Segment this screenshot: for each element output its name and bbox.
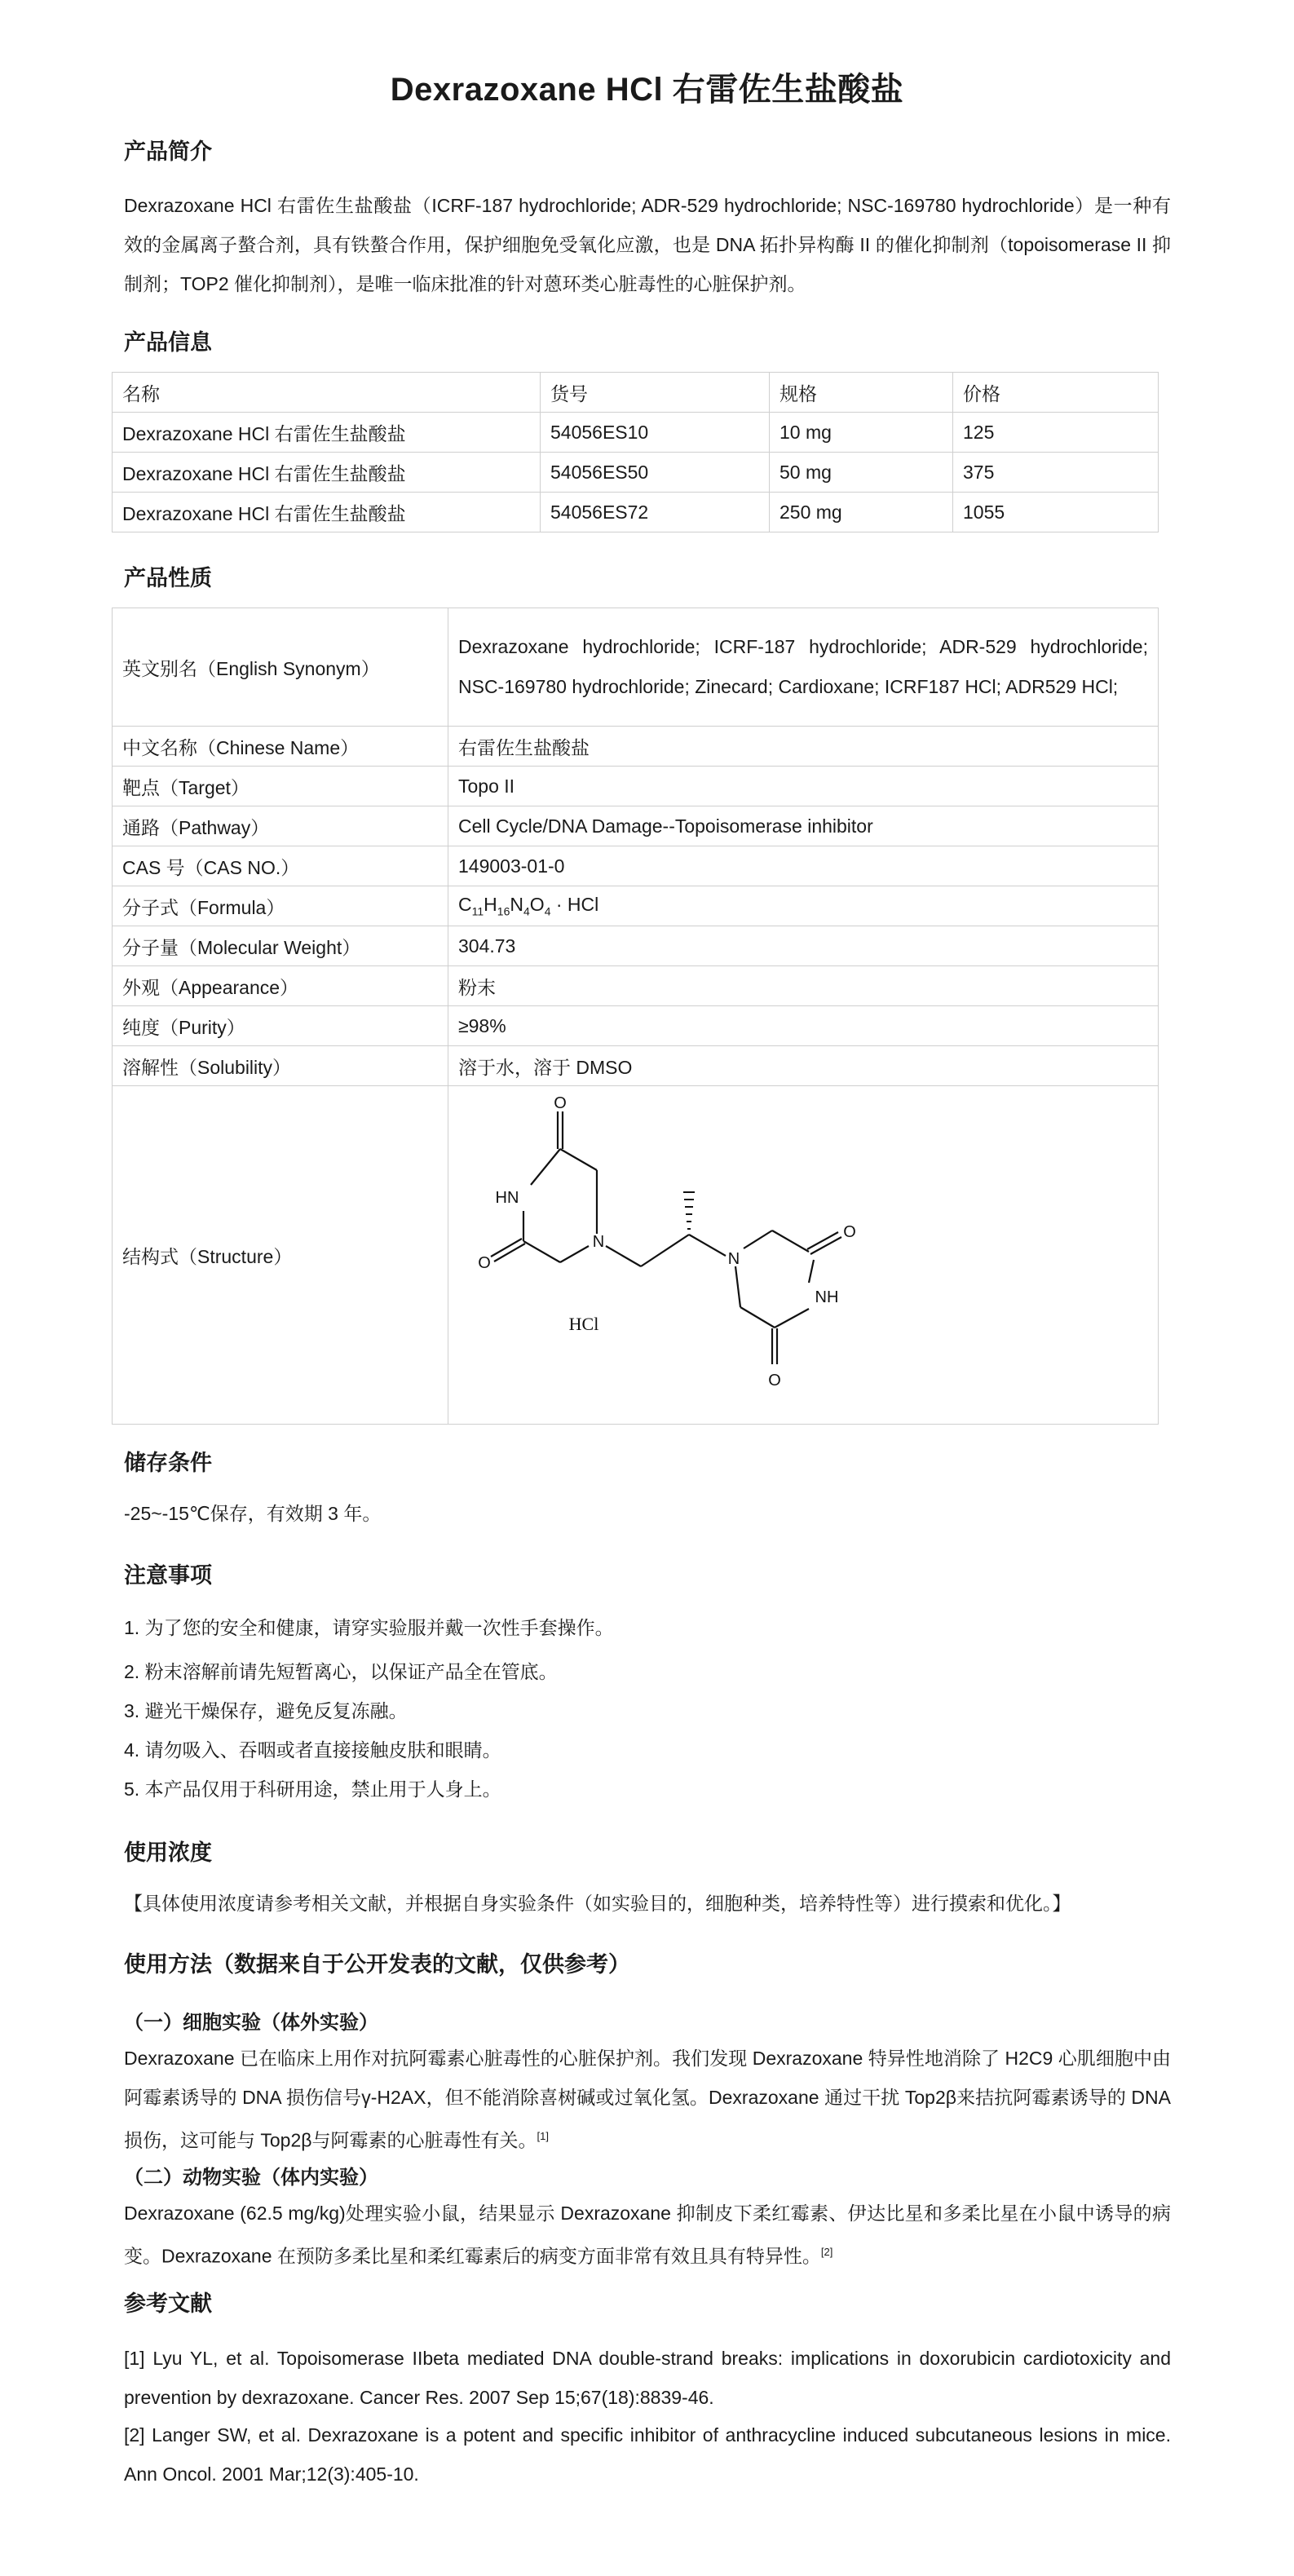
table-row	[113, 966, 1159, 1006]
formula-part: N	[510, 894, 523, 916]
page-title: Dexrazoxane HCl 右雷佐生盐酸盐	[390, 72, 904, 108]
atom-label: O	[768, 1372, 781, 1390]
table-cell: Dexrazoxane HCl 右雷佐生盐酸盐	[113, 413, 541, 453]
table-row	[113, 846, 1159, 886]
atom-label: HCl	[568, 1314, 599, 1334]
intro-heading: 产品简介	[124, 139, 212, 164]
header-cell: 货号	[541, 373, 770, 413]
properties-table	[112, 608, 1159, 1425]
table-cell: 54056ES50	[541, 453, 770, 493]
list-item: 3. 避光干燥保存，避免反复冻融。	[124, 1700, 408, 1721]
list-item: 4. 请勿吸入、吞咽或者直接接触皮肤和眼睛。	[124, 1739, 501, 1761]
cell-experiment-text	[124, 2039, 1171, 2160]
table-cell: 54056ES10	[541, 413, 770, 453]
table-cell: Dexrazoxane HCl 右雷佐生盐酸盐	[113, 493, 541, 532]
header-cell: 价格	[953, 373, 1159, 413]
synonym-value: Dexrazoxane hydrochloride; ICRF-187 hydrochloride; ADR-529 hydrochloride; NSC-169780 hydrochloride; Zinecard; Cardioxane; ICRF187 HCl; ADR529 HCl;	[448, 608, 1159, 727]
formula-part: H	[484, 894, 497, 916]
list-item: 1. 为了您的安全和健康，请穿实验服并戴一次性手套操作。	[124, 1617, 614, 1638]
table-cell: 125	[953, 413, 1159, 453]
atom-label: O	[478, 1254, 491, 1272]
solubility-label: 溶解性（Solubility）	[113, 1046, 448, 1086]
purity-label: 纯度（Purity）	[113, 1006, 448, 1046]
properties-heading: 产品性质	[124, 566, 212, 590]
formula-value	[448, 886, 1159, 926]
formula-part: 4	[544, 904, 551, 918]
intro-text: Dexrazoxane HCl 右雷佐生盐酸盐（ICRF-187 hydrochloride; ADR-529 hydrochloride; NSC-169780 hydrochloride）是一种有效的金属离子螯合剂，具有铁螯合作用，保护细胞免受氧化应激，也是 DNA 拓扑异构酶 II 的催化抑制剂（topoisomerase II 抑制剂；TOP2 催化抑制剂），是唯一临床批准的针对蒽环类心脏毒性的心脏保护剂。	[124, 195, 1171, 294]
synonym-label: 英文别名（English Synonym）	[113, 608, 448, 727]
table-row	[113, 727, 1159, 767]
reference-item: [1] Lyu YL, et al. Topoisomerase IIbeta mediated DNA double-strand breaks: implications in doxorubicin cardiotoxicity and prevention by dexrazoxane. Cancer Res. 2007 Sep 15;67(18):8839-46.	[124, 2348, 1171, 2408]
methods-heading: 使用方法（数据来自于公开发表的文献，仅供参考）	[124, 1952, 630, 1977]
references-heading: 参考文献	[124, 2291, 212, 2316]
structure-cell	[448, 1086, 1159, 1425]
table-cell: 10 mg	[770, 413, 953, 453]
table-row	[113, 608, 1159, 727]
table-cell: 50 mg	[770, 453, 953, 493]
citation-ref: [2]	[820, 2246, 833, 2258]
citation-ref: [1]	[537, 2130, 549, 2142]
table-cell: 375	[953, 453, 1159, 493]
product-info-heading: 产品信息	[124, 330, 212, 355]
pathway-label: 通路（Pathway）	[113, 806, 448, 846]
table-row	[113, 926, 1159, 966]
storage-heading: 储存条件	[124, 1451, 212, 1475]
formula-part: 4	[523, 904, 530, 918]
header-cell: 名称	[113, 373, 541, 413]
table-row	[113, 1006, 1159, 1046]
animal-experiment-text	[124, 2194, 1171, 2276]
table-row	[113, 453, 1159, 493]
formula-part: 16	[497, 904, 510, 918]
animal-experiment-body: Dexrazoxane (62.5 mg/kg)处理实验小鼠，结果显示 Dexrazoxane 抑制皮下柔红霉素、伊达比星和多柔比星在小鼠中诱导的病变。Dexrazoxane 在预防多柔比星和柔红霉素后的病变方面非常有效且具有特异性。	[124, 2203, 1171, 2267]
chinese-name-label: 中文名称（Chinese Name）	[113, 727, 448, 767]
chinese-name-value: 右雷佐生盐酸盐	[448, 727, 1159, 767]
atom-label: N	[727, 1250, 740, 1268]
formula-part: C	[458, 894, 472, 916]
structure-label: 结构式（Structure）	[113, 1086, 448, 1425]
cell-experiment-body: Dexrazoxane 已在临床上用作对抗阿霉素心脏毒性的心脏保护剂。我们发现 Dexrazoxane 特异性地消除了 H2C9 心肌细胞中由阿霉素诱导的 DNA 损伤信号γ-H2AX，但不能消除喜树碱或过氧化氢。Dexrazoxane 通过干扰 Top2β来拮抗阿霉素诱导的 DNA 损伤，这可能与 Top2β与阿霉素的心脏毒性有关。	[124, 2048, 1171, 2151]
concentration-text: 【具体使用浓度请参考相关文献，并根据自身实验条件（如实验目的，细胞种类，培养特性等）进行摸索和优化。】	[124, 1893, 1071, 1914]
target-label: 靶点（Target）	[113, 767, 448, 806]
table-row	[113, 1086, 1159, 1425]
reference-item: [2] Langer SW, et al. Dexrazoxane is a potent and specific inhibitor of anthracycline induced subcutaneous lesions in mice. Ann Oncol. 2001 Mar;12(3):405-10.	[124, 2424, 1171, 2485]
table-row	[113, 886, 1159, 926]
table-row	[113, 767, 1159, 806]
notes-heading: 注意事项	[124, 1563, 212, 1588]
cas-label: CAS 号（CAS NO.）	[113, 846, 448, 886]
atom-label: NH	[815, 1288, 839, 1306]
atom-label: O	[554, 1094, 567, 1112]
header-cell: 规格	[770, 373, 953, 413]
animal-experiment-heading: （二）动物实验（体内实验）	[124, 2167, 378, 2189]
mw-value: 304.73	[448, 926, 1159, 966]
atom-label: HN	[495, 1189, 519, 1207]
table-cell: 1055	[953, 493, 1159, 532]
solubility-value: 溶于水，溶于 DMSO	[448, 1046, 1159, 1086]
formula-label: 分子式（Formula）	[113, 886, 448, 926]
table-row	[113, 1046, 1159, 1086]
formula-part: O	[529, 894, 545, 916]
appearance-label: 外观（Appearance）	[113, 966, 448, 1006]
purity-value: ≥98%	[448, 1006, 1159, 1046]
table-row	[113, 806, 1159, 846]
storage-text: -25~-15℃保存，有效期 3 年。	[124, 1503, 382, 1524]
list-item: 5. 本产品仅用于科研用途，禁止用于人身上。	[124, 1778, 501, 1800]
table-cell: 250 mg	[770, 493, 953, 532]
table-row	[113, 413, 1159, 453]
table-cell: 54056ES72	[541, 493, 770, 532]
table-header-row	[113, 373, 1159, 413]
product-info-table	[112, 372, 1159, 532]
list-item: 2. 粉末溶解前请先短暂离心，以保证产品全在管底。	[124, 1661, 558, 1682]
table-cell: Dexrazoxane HCl 右雷佐生盐酸盐	[113, 453, 541, 493]
appearance-value: 粉末	[448, 966, 1159, 1006]
cell-experiment-heading: （一）细胞实验（体外实验）	[124, 2012, 378, 2034]
atom-label: O	[843, 1223, 856, 1241]
stereo-wedge	[683, 1192, 695, 1229]
atom-label: N	[592, 1233, 605, 1251]
table-row	[113, 493, 1159, 532]
cas-value: 149003-01-0	[448, 846, 1159, 886]
pathway-value: Cell Cycle/DNA Damage--Topoisomerase inhibitor	[448, 806, 1159, 846]
formula-part: 11	[471, 904, 484, 918]
concentration-heading: 使用浓度	[124, 1840, 212, 1865]
target-value: Topo II	[448, 767, 1159, 806]
formula-part: · HCl	[555, 894, 599, 916]
structure-diagram	[448, 1087, 1158, 1423]
mw-label: 分子量（Molecular Weight）	[113, 926, 448, 966]
structure-bonds	[491, 1111, 841, 1364]
